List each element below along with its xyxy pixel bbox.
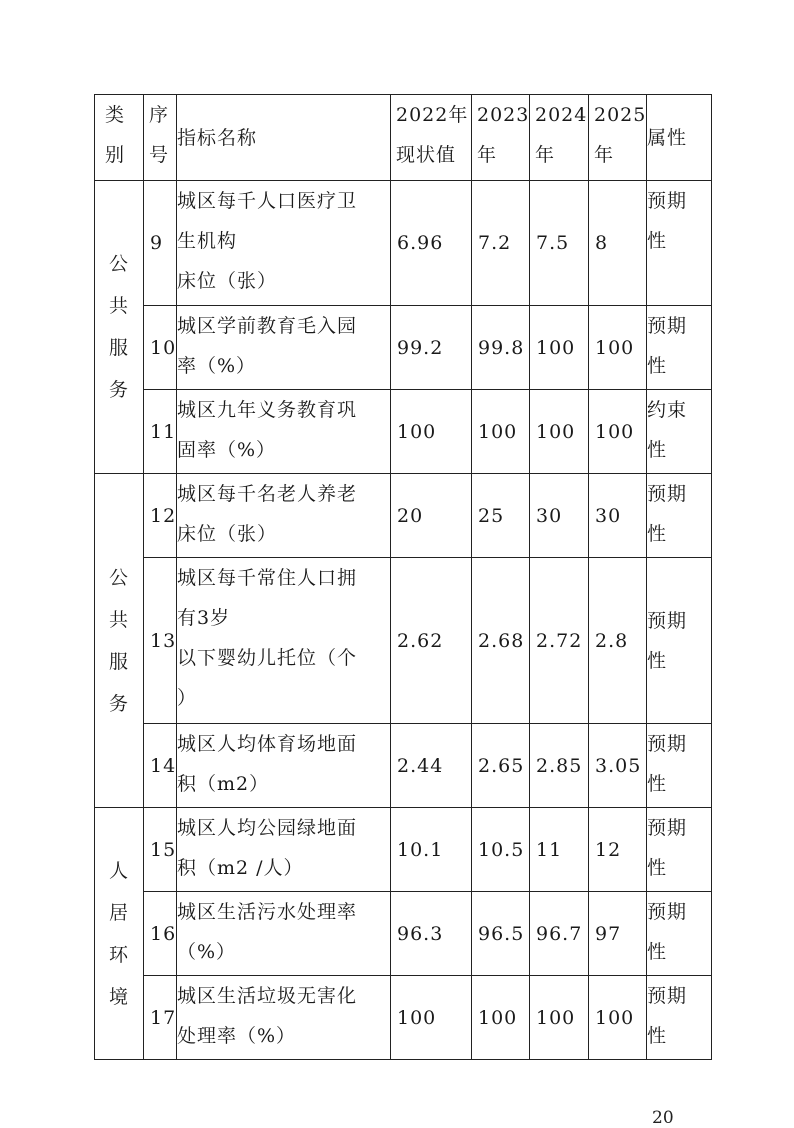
table-row [95,474,712,558]
header-attr: 属性 [647,95,712,181]
indicator-name: 城区生活垃圾无害化 处理率（%） [177,976,391,1060]
value-2023: 7.2 [472,181,530,306]
value-2023: 99.8 [472,306,530,390]
value-2023: 25 [472,474,530,558]
value-2022: 2.44 [391,724,472,808]
category-cell: 公 共 服 务 [95,181,144,474]
value-2023: 2.65 [472,724,530,808]
header-category: 类 别 [95,95,144,181]
indicator-name: 城区人均体育场地面 积（m2） [177,724,391,808]
row-number: 12 [144,474,177,558]
value-2024: 100 [530,306,589,390]
value-2025: 12 [589,808,647,892]
table-row [95,306,712,390]
attribute: 约束 性 [647,390,712,474]
table-row [95,892,712,976]
indicator-name: 城区学前教育毛入园 率（%） [177,306,391,390]
value-2024: 2.72 [530,558,589,724]
value-2025: 8 [589,181,647,306]
table-row [95,724,712,808]
value-2023: 96.5 [472,892,530,976]
value-2025: 3.05 [589,724,647,808]
value-2024: 30 [530,474,589,558]
value-2024: 2.85 [530,724,589,808]
value-2025: 2.8 [589,558,647,724]
value-2024: 11 [530,808,589,892]
header-seq: 序 号 [144,95,177,181]
value-2022: 2.62 [391,558,472,724]
row-number: 15 [144,808,177,892]
value-2024: 96.7 [530,892,589,976]
value-2025: 97 [589,892,647,976]
header-2025: 2025 年 [589,95,647,181]
page-number: 20 [652,1108,674,1128]
indicator-name: 城区每千人口医疗卫 生机构 床位（张） [177,181,391,306]
category-cell: 公 共 服 务 [95,474,144,808]
attribute: 预期 性 [647,976,712,1060]
indicator-name: 城区每千常住人口拥 有3岁 以下婴幼儿托位（个 ） [177,558,391,724]
value-2024: 100 [530,390,589,474]
value-2025: 30 [589,474,647,558]
header-2024: 2024 年 [530,95,589,181]
table-row [95,558,712,724]
value-2024: 100 [530,976,589,1060]
indicator-name: 城区每千名老人养老 床位（张） [177,474,391,558]
indicator-name: 城区人均公园绿地面 积（m2 /人） [177,808,391,892]
value-2022: 6.96 [391,181,472,306]
table-row [95,808,712,892]
value-2024: 7.5 [530,181,589,306]
value-2022: 100 [391,976,472,1060]
value-2022: 96.3 [391,892,472,976]
value-2022: 10.1 [391,808,472,892]
row-number: 16 [144,892,177,976]
attribute: 预期 性 [647,892,712,976]
header-2023: 2023 年 [472,95,530,181]
table-row [95,390,712,474]
value-2022: 100 [391,390,472,474]
attribute: 预期 性 [647,306,712,390]
table-row [95,181,712,306]
value-2022: 99.2 [391,306,472,390]
row-number: 13 [144,558,177,724]
attribute: 预期 性 [647,558,712,724]
indicators-table [94,94,712,1060]
attribute: 预期 性 [647,181,712,306]
header-row [95,95,712,181]
header-2022: 2022年 现状值 [391,95,472,181]
category-cell: 人 居 环 境 [95,808,144,1060]
attribute: 预期 性 [647,808,712,892]
value-2025: 100 [589,390,647,474]
value-2023: 2.68 [472,558,530,724]
row-number: 10 [144,306,177,390]
row-number: 9 [144,181,177,306]
value-2023: 10.5 [472,808,530,892]
value-2023: 100 [472,390,530,474]
value-2023: 100 [472,976,530,1060]
header-name: 指标名称 [177,95,391,181]
row-number: 14 [144,724,177,808]
indicator-name: 城区生活污水处理率 （%） [177,892,391,976]
value-2025: 100 [589,976,647,1060]
indicator-name: 城区九年义务教育巩 固率（%） [177,390,391,474]
value-2025: 100 [589,306,647,390]
row-number: 11 [144,390,177,474]
attribute: 预期 性 [647,474,712,558]
row-number: 17 [144,976,177,1060]
attribute: 预期 性 [647,724,712,808]
value-2022: 20 [391,474,472,558]
table-row [95,976,712,1060]
